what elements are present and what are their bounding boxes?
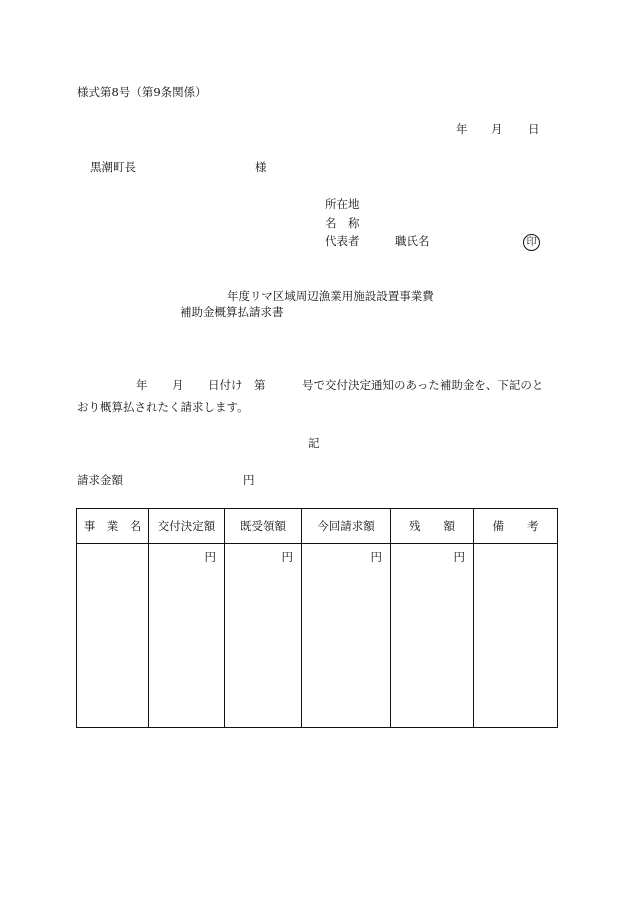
yen-unit: 円 <box>453 550 465 564</box>
header-grant-decision-amount: 交付決定額 <box>149 509 225 544</box>
body-month: 月 <box>172 378 184 392</box>
seal-mark: 印 <box>523 234 540 251</box>
date-day: 日 <box>528 122 540 136</box>
date-month: 月 <box>491 122 503 136</box>
summary-table <box>76 508 558 728</box>
cell-grant-decision-amount <box>149 544 225 728</box>
header-balance: 残 額 <box>391 509 474 544</box>
representative-label: 代表者 <box>325 234 360 248</box>
title-name-label: 職氏名 <box>395 234 430 248</box>
addressee-honorific: 様 <box>255 160 267 174</box>
cell-project-name <box>77 544 149 728</box>
body-year: 年 <box>136 378 148 392</box>
document-title-line1: 年度リマ区域周辺漁業用施設設置事業費 <box>227 289 434 303</box>
cell-balance <box>391 544 474 728</box>
yen-unit: 円 <box>370 550 382 564</box>
body-line2: おり概算払されたく請求します。 <box>77 400 249 414</box>
ki-heading: 記 <box>308 436 320 450</box>
header-current-request: 今回請求額 <box>302 509 391 544</box>
body-day-number: 日付け 第 <box>208 378 266 392</box>
yen-unit: 円 <box>204 550 216 564</box>
cell-already-received <box>225 544 302 728</box>
request-amount-label: 請求金額 <box>77 473 123 487</box>
cell-remarks <box>474 544 558 728</box>
name-label: 名 称 <box>325 216 360 230</box>
form-number: 様式第8号（第9条関係） <box>77 85 207 99</box>
body-line1-rest: 号で交付決定通知のあった補助金を、下記のと <box>302 378 544 392</box>
table-row <box>77 544 558 728</box>
document-title-line2: 補助金概算払請求書 <box>180 305 284 319</box>
cell-current-request <box>302 544 391 728</box>
request-amount-unit: 円 <box>243 473 255 487</box>
header-already-received: 既受領額 <box>225 509 302 544</box>
yen-unit: 円 <box>281 550 293 564</box>
date-year: 年 <box>456 122 468 136</box>
table-header-row <box>77 509 558 544</box>
addressee-name: 黒潮町長 <box>90 160 136 174</box>
header-remarks: 備 考 <box>474 509 558 544</box>
address-label: 所在地 <box>325 197 360 211</box>
header-project-name: 事 業 名 <box>77 509 149 544</box>
